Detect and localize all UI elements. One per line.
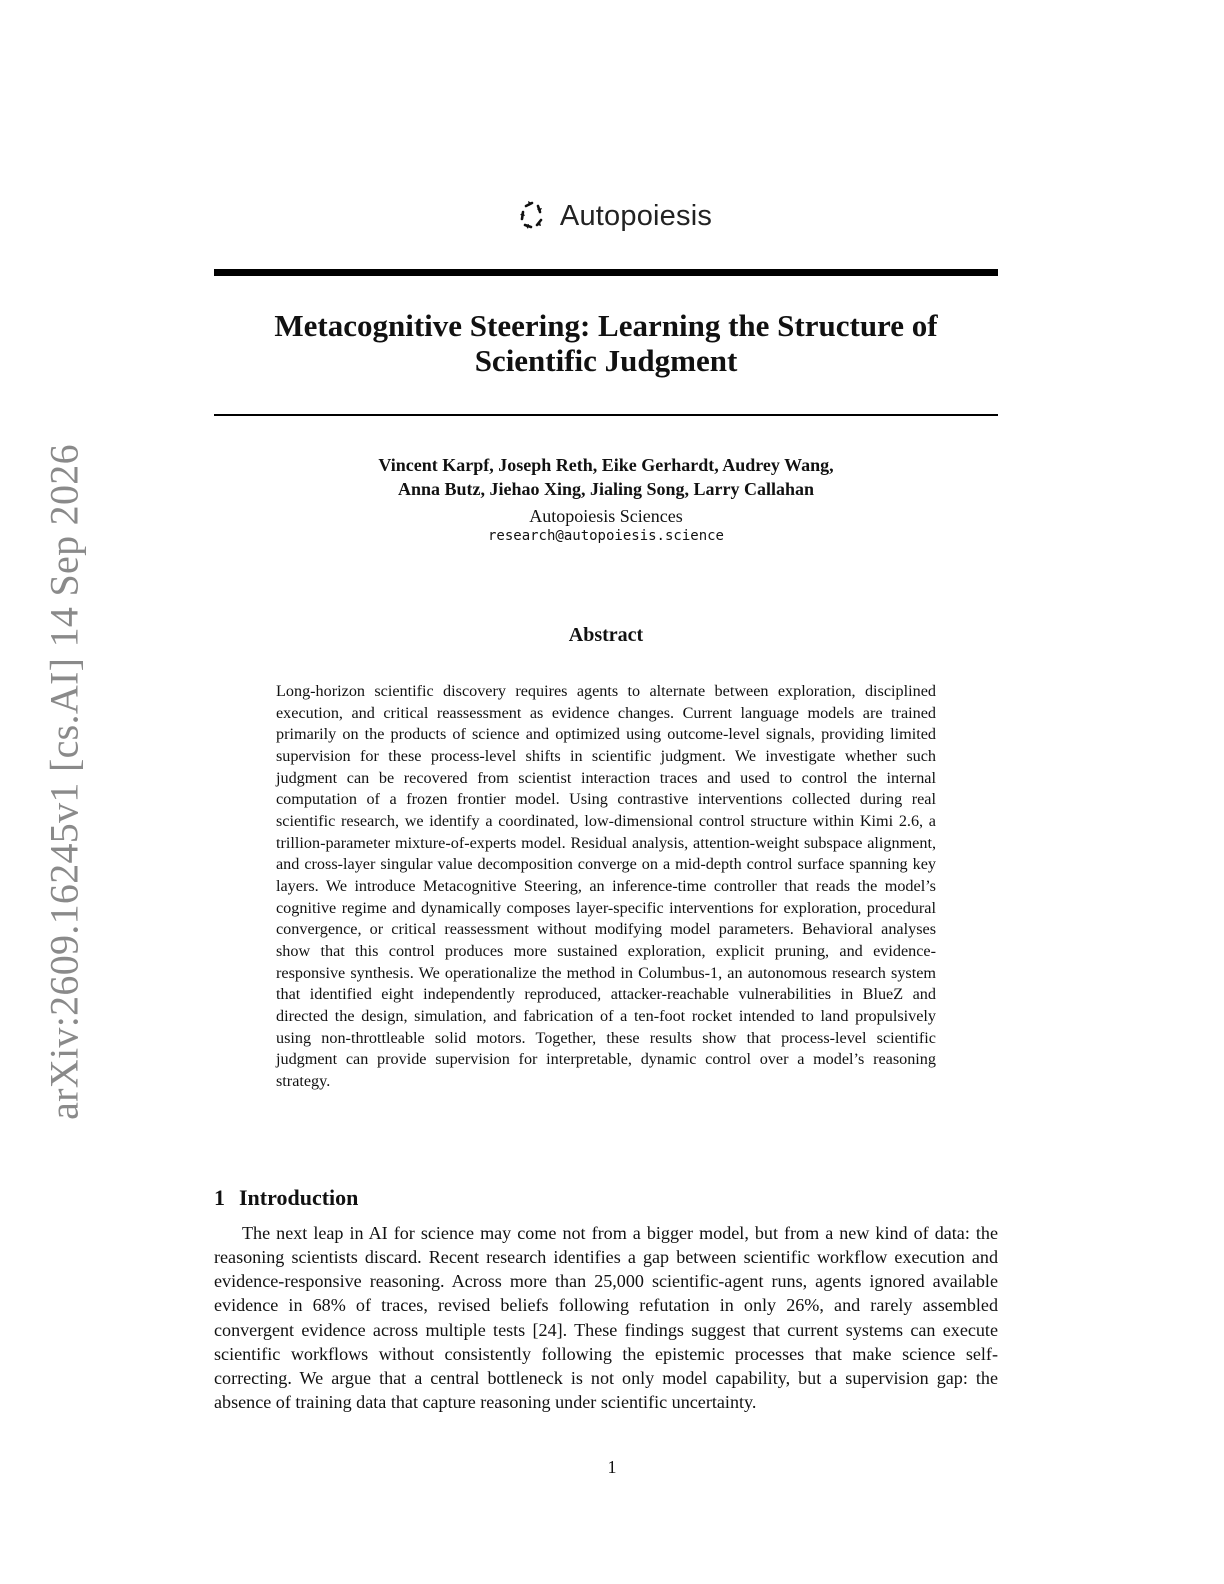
abstract-text: Long-horizon scientific discovery requires agents to alternate between exploration, disciplined execution, and critical reassessment as evidence changes. Current language models are trained primarily on the products of science and optimized using outcome-level signals, providing limited supervision for these process-level shifts in scientific judgment. We investigate whether such judgment can be recovered from scientist interaction traces and used to control the internal computation of a frozen frontier model. Using contrastive interventions collected during real scientific research, we identify a coordinated, low-dimensional control structure within Kimi 2.6, a trillion-parameter mixture-of-experts model. Residual analysis, attention-weight subspace alignment, and cross-layer singular value decomposition converge on a mid-depth control surface spanning key layers. We introduce Metacognitive Steering, an inference-time controller that reads the model’s cognitive regime and dynamically composes layer-specific interventions for exploration, procedural convergence, or critical reassessment without modifying model parameters. Behavioral analyses show that this control produces more sustained exploration, explicit pruning, and evidence-responsive synthesis. We operationalize the method in Columbus-1, an autonomous research system that identified eight independently reproduced, attacker-reachable vulnerabilities in BlueZ and directed the design, simulation, and fabrication of a ten-foot rocket intended to land propulsively using non-throttleable solid motors. Together, these results show that process-level scientific judgment can provide supervision for interpretable, dynamic control over a model’s reasoning strategy. <box>276 682 936 1090</box>
paper-title <box>214 308 998 378</box>
arrow-cycle-icon <box>512 196 552 236</box>
title-top-rule <box>214 269 998 276</box>
page-number: 1 <box>607 1457 617 1477</box>
section-number: 1 <box>214 1185 225 1210</box>
section-heading-introduction <box>214 1185 358 1211</box>
contact-email: research@autopoiesis.science <box>487 528 724 544</box>
authors-line-1: Vincent Karpf, Joseph Reth, Eike Gerhardt, Audrey Wang, <box>378 455 834 475</box>
affiliation: Autopoiesis Sciences <box>529 506 683 526</box>
section-title: Introduction <box>239 1185 359 1210</box>
abstract-heading: Abstract <box>568 624 644 646</box>
header-logo <box>0 190 1224 242</box>
logo-text: Autopoiesis <box>559 199 713 232</box>
arxiv-identifier: arXiv:2609.16245v1 [cs.AI] 14 Sep 2026 <box>41 444 87 1120</box>
title-bottom-rule <box>214 414 998 416</box>
introduction-paragraph: The next leap in AI for science may come not from a bigger model, but from a new kind of data: the reasoning scientists discard. Recent research identifies a gap between scientific workflow execution and evidence-responsive reasoning. Across more than 25,000 scientific-agent runs, agents ignored available evidence in 68% of traces, revised beliefs following refutation in only 26%, and rarely assembled convergent evidence across multiple tests [24]. These findings suggest that current systems can execute scientific workflows without consistently following the epistemic processes that make science self-correcting. We argue that a central bottleneck is not only model capability, but a supervision gap: the absence of training data that capture reasoning under scientific uncertainty. <box>214 1223 998 1413</box>
title-line-2: Scientific Judgment <box>474 343 738 378</box>
title-line-1: Metacognitive Steering: Learning the Structure of <box>274 308 938 343</box>
authors-line-2: Anna Butz, Jiehao Xing, Jialing Song, Larry Callahan <box>397 479 815 499</box>
author-list <box>214 453 998 501</box>
